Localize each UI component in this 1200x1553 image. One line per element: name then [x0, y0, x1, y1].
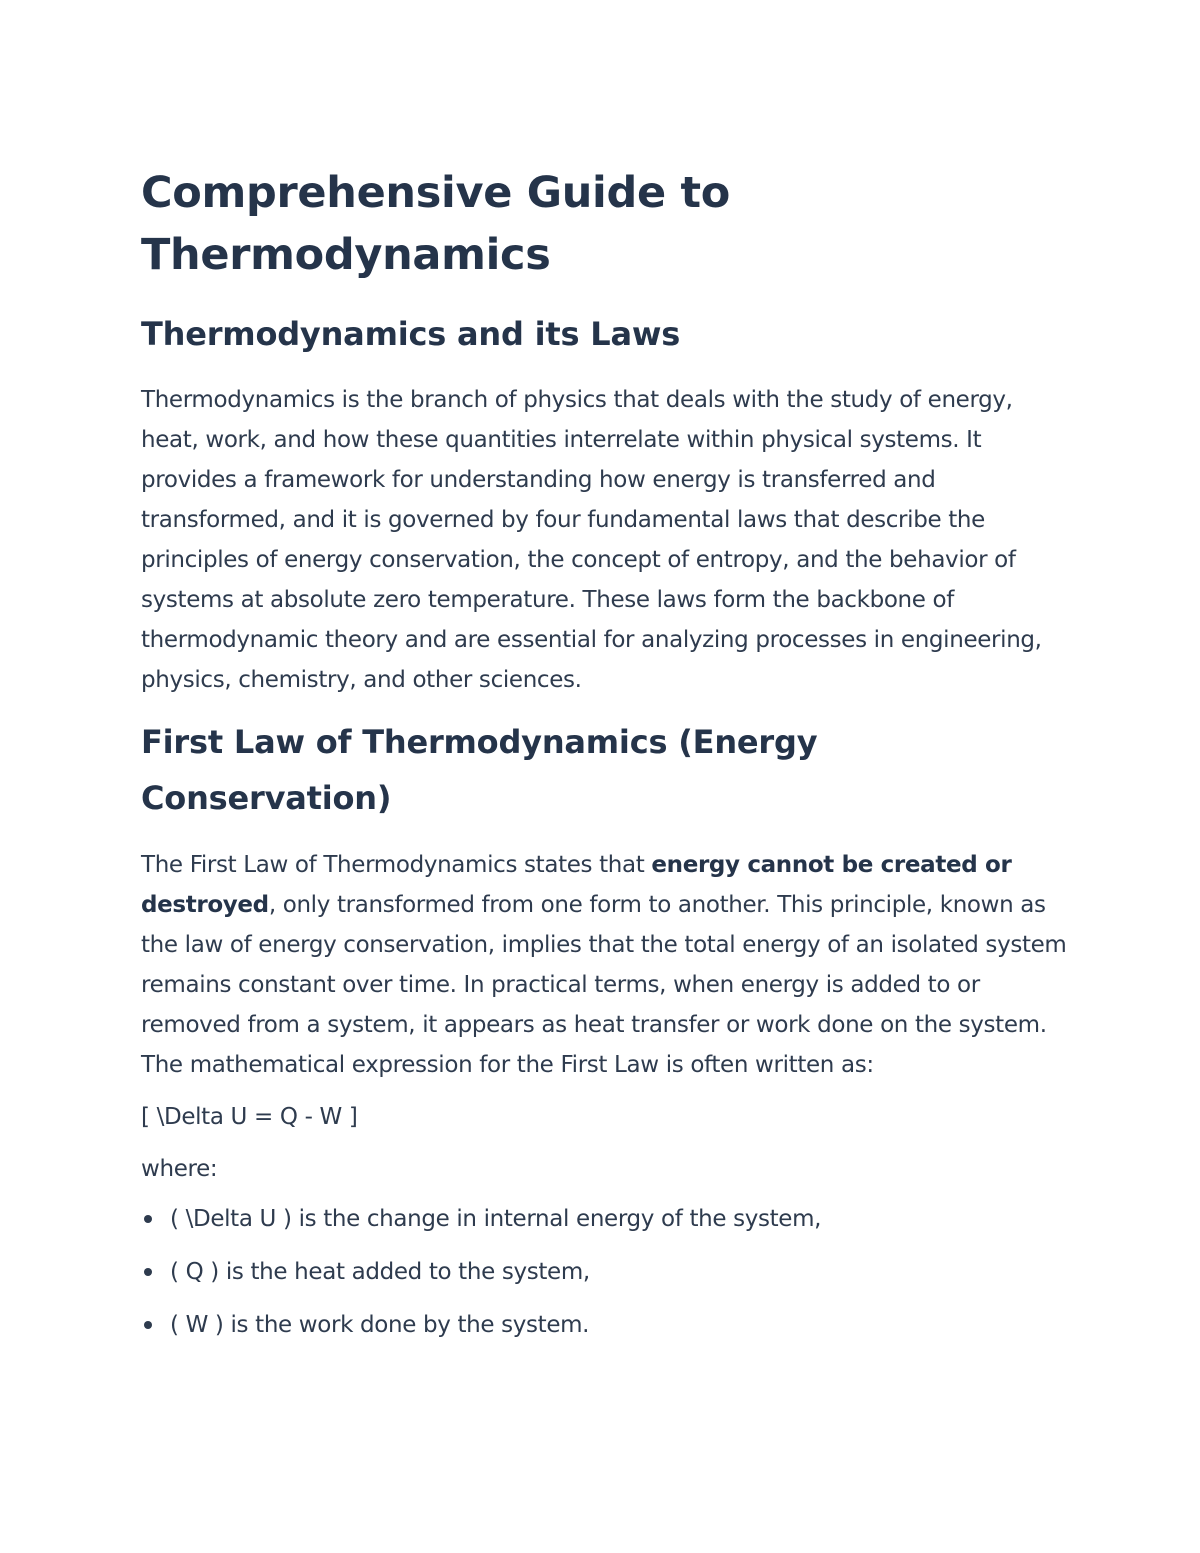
variable-list [141, 1199, 1071, 1345]
document-title: Comprehensive Guide to Thermodynamics [141, 168, 730, 280]
formula-text: [ \Delta U = Q - W ] [141, 1104, 358, 1130]
list-item [141, 1199, 1071, 1239]
paragraph-lead-text: The First Law of Thermodynamics states that [141, 852, 652, 878]
list-item-text: ( \Delta U ) is the change in internal energy of the system, [170, 1206, 822, 1232]
bullet-icon [144, 1215, 152, 1223]
section-paragraph-first-law [141, 845, 1071, 1085]
section-heading-laws: Thermodynamics and its Laws [141, 315, 681, 353]
where-label: where: [141, 1156, 218, 1182]
emphasized-text: energy cannot be created or destroyed [141, 852, 1012, 918]
bullet-icon [144, 1268, 152, 1276]
bullet-icon [144, 1321, 152, 1329]
paragraph-rest-text: , only transformed from one form to another. This principle, known as the law of energy conservation, implies that the total energy of an isolated system remains constant over time. In practical terms, when energy is added to or removed from a system, it appears as heat transfer or work done on the system. The mathematical expression for the First Law is often written as: [141, 892, 1067, 1078]
section-heading-first-law: First Law of Thermodynamics (Energy Conservation) [141, 723, 818, 817]
list-item-text: ( W ) is the work done by the system. [170, 1312, 590, 1338]
list-item-text: ( Q ) is the heat added to the system, [170, 1259, 590, 1285]
section-paragraph-laws: Thermodynamics is the branch of physics that deals with the study of energy, heat, work, and how these quantities interrelate within physical systems. It provides a framework for understanding how energy is transferred and transformed, and it is governed by four fundamental laws that describe the principles of energy conservation, the concept of entropy, and the behavior of systems at absolute zero temperature. These laws form the backbone of thermodynamic theory and are essential for analyzing processes in engineering, physics, chemistry, and other sciences. [141, 387, 1042, 693]
list-item [141, 1305, 1071, 1345]
document-page [141, 162, 1071, 1358]
list-item [141, 1252, 1071, 1292]
